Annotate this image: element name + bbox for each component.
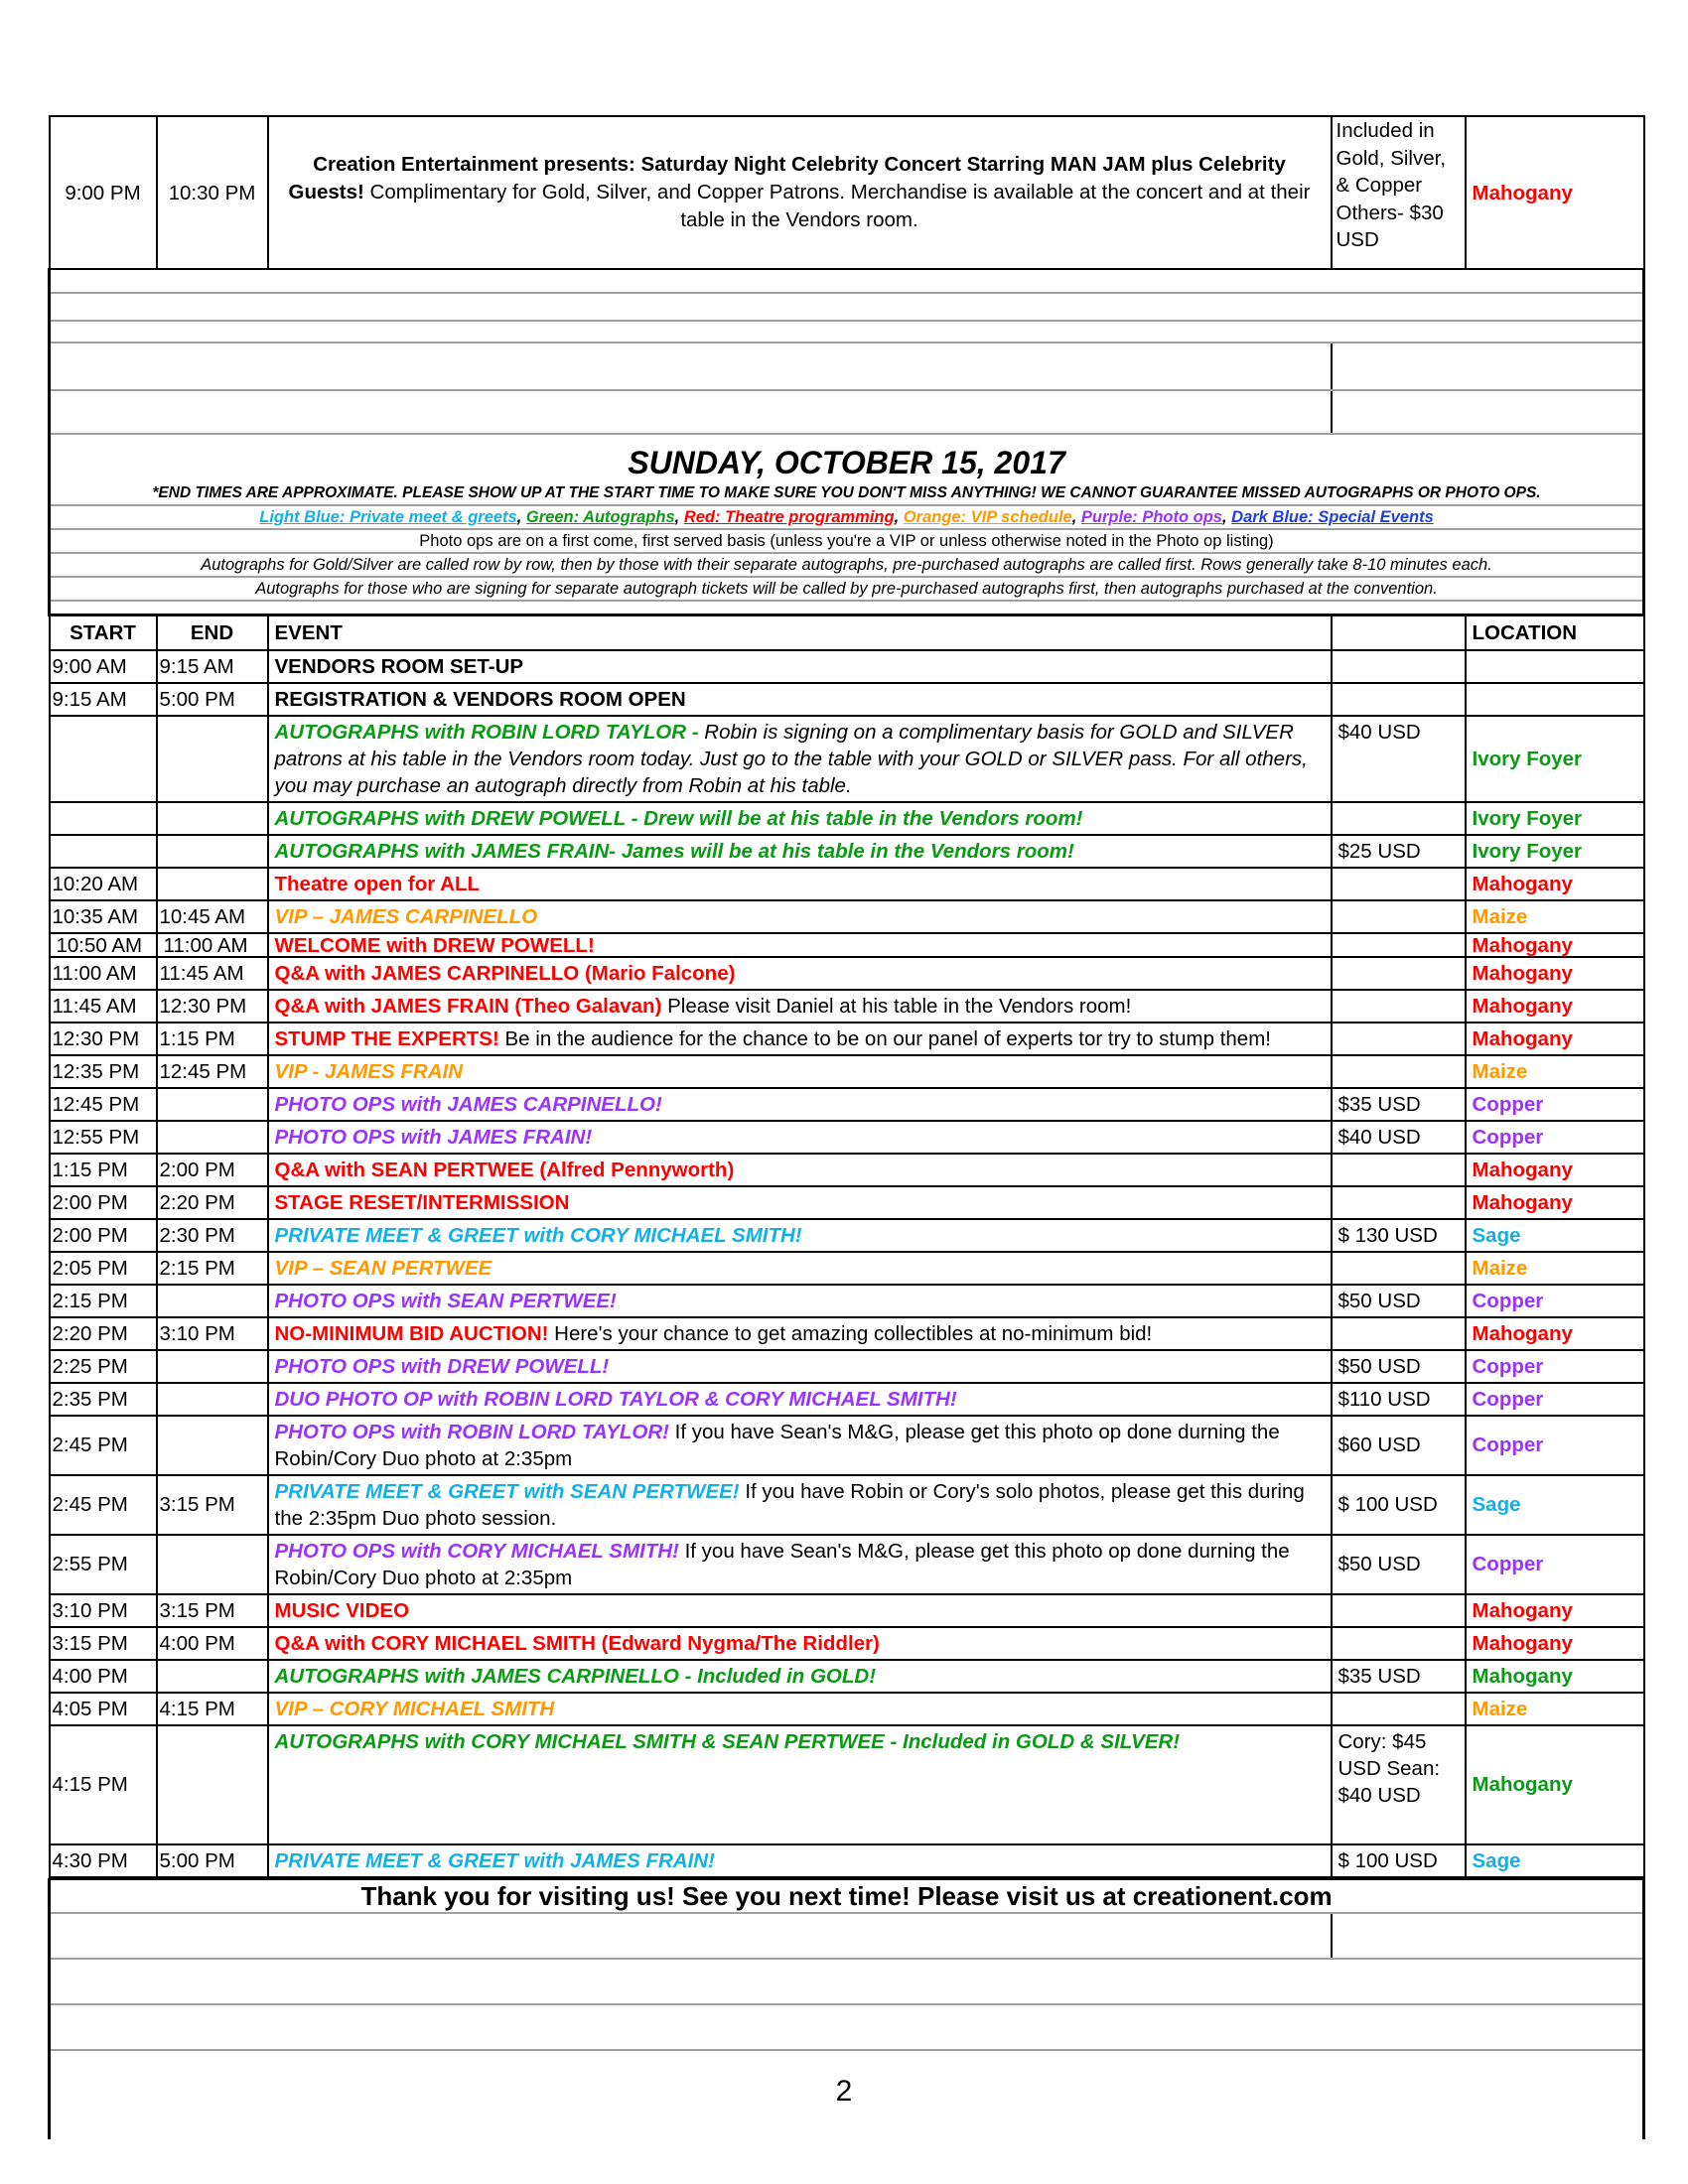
note-row xyxy=(50,529,1644,553)
row-end: 5:00 PM xyxy=(157,683,268,716)
row-end: 10:45 AM xyxy=(157,900,268,933)
row-location xyxy=(1466,683,1644,716)
row-price xyxy=(1332,1693,1466,1725)
row-event xyxy=(268,1055,1332,1088)
row-end: 11:00 AM xyxy=(157,933,268,957)
row-start: 2:45 PM xyxy=(50,1475,157,1535)
row-event-title: VIP – SEAN PERTWEE xyxy=(274,1256,492,1280)
gold-silver-note: Autographs for Gold/Silver are called row by row, then by those with their separate autographs, pre-purchased autographs are called first. Rows generally take 8-10 minutes each. xyxy=(50,553,1644,577)
spacer-row xyxy=(50,1959,1644,2004)
row-event-details: Please visit Daniel at his table in the Vendors room! xyxy=(661,994,1132,1018)
note-row xyxy=(50,505,1644,529)
row-price: $25 USD xyxy=(1332,835,1466,868)
row-event xyxy=(268,868,1332,900)
schedule-row xyxy=(50,716,1644,802)
row-end: 5:00 PM xyxy=(157,1844,268,1877)
row-price xyxy=(1332,1023,1466,1055)
row-end xyxy=(157,802,268,835)
row-event-title: Q&A with SEAN PERTWEE (Alfred Pennyworth) xyxy=(274,1158,735,1181)
row-start: 1:15 PM xyxy=(50,1154,157,1186)
row-location: Sage xyxy=(1466,1475,1644,1535)
spacer-row xyxy=(50,2004,1644,2050)
row-start: 10:20 AM xyxy=(50,868,157,900)
row-start: 12:35 PM xyxy=(50,1055,157,1088)
row-event-title: Q&A with CORY MICHAEL SMITH (Edward Nygma/The Riddler) xyxy=(274,1631,880,1655)
row-location: Mahogany xyxy=(1466,933,1644,957)
row-start: 3:10 PM xyxy=(50,1594,157,1627)
row-location: Copper xyxy=(1466,1416,1644,1475)
schedule-row xyxy=(50,802,1644,835)
row-start: 2:35 PM xyxy=(50,1383,157,1416)
row-start: 2:00 PM xyxy=(50,1186,157,1219)
row-event-title: PHOTO OPS with DREW POWELL! xyxy=(274,1354,610,1378)
row-event xyxy=(268,1416,1332,1475)
row-start: 4:00 PM xyxy=(50,1660,157,1693)
row-location: Mahogany xyxy=(1466,1725,1644,1844)
row-event-title: STUMP THE EXPERTS! xyxy=(274,1026,499,1050)
row-event-title: PRIVATE MEET & GREET with CORY MICHAEL SMITH! xyxy=(274,1223,802,1247)
row-end: 2:30 PM xyxy=(157,1219,268,1252)
row-event-details: If you have Sean's M&G, please get this photo op done durning the Robin/Cory Duo photo at 2:35pm xyxy=(274,1539,1290,1589)
row-start: 2:25 PM xyxy=(50,1350,157,1383)
row-start: 2:00 PM xyxy=(50,1219,157,1252)
concert-event-details: Complimentary for Gold, Silver, and Copper Patrons. Merchandise is available at the concert and at their table in the Vendors room. xyxy=(363,181,1311,231)
row-location: Ivory Foyer xyxy=(1466,802,1644,835)
row-start xyxy=(50,802,157,835)
row-end: 12:30 PM xyxy=(157,990,268,1023)
row-end xyxy=(157,1535,268,1594)
row-event-title: VIP – JAMES CARPINELLO xyxy=(274,904,538,928)
row-event xyxy=(268,1252,1332,1285)
row-location xyxy=(1466,650,1644,683)
row-event-details: Here's your chance to get amazing collectibles at no-minimum bid! xyxy=(548,1321,1153,1345)
row-event xyxy=(268,933,1332,957)
row-event xyxy=(268,1121,1332,1154)
schedule-row xyxy=(50,1121,1644,1154)
schedule-row xyxy=(50,1725,1644,1844)
row-price: $35 USD xyxy=(1332,1088,1466,1121)
row-event xyxy=(268,990,1332,1023)
note-row xyxy=(50,553,1644,577)
concert-end: 10:30 PM xyxy=(157,116,268,269)
row-location: Copper xyxy=(1466,1285,1644,1317)
row-event-title: NO-MINIMUM BID AUCTION! xyxy=(274,1321,549,1345)
row-price xyxy=(1332,650,1466,683)
row-location: Mahogany xyxy=(1466,1317,1644,1350)
row-location: Mahogany xyxy=(1466,957,1644,990)
color-legend xyxy=(50,505,1644,529)
row-price: $50 USD xyxy=(1332,1535,1466,1594)
row-start: 2:55 PM xyxy=(50,1535,157,1594)
row-start xyxy=(50,835,157,868)
schedule-row xyxy=(50,1693,1644,1725)
legend-item: Purple: Photo ops xyxy=(1080,508,1222,526)
legend-item: Red: Theatre programming xyxy=(683,508,895,526)
row-price xyxy=(1332,1154,1466,1186)
row-event xyxy=(268,957,1332,990)
row-price xyxy=(1332,957,1466,990)
row-event-title: REGISTRATION & VENDORS ROOM OPEN xyxy=(274,687,686,711)
row-start: 4:05 PM xyxy=(50,1693,157,1725)
row-end: 1:15 PM xyxy=(157,1023,268,1055)
row-end: 2:15 PM xyxy=(157,1252,268,1285)
row-event-details: If you have Sean's M&G, please get this photo op done durning the Robin/Cory Duo photo at 2:35pm xyxy=(274,1420,1280,1470)
row-event-title: PHOTO OPS with JAMES FRAIN! xyxy=(274,1125,593,1149)
row-location: Sage xyxy=(1466,1844,1644,1877)
row-location: Mahogany xyxy=(1466,1627,1644,1660)
row-event-title: Q&A with JAMES CARPINELLO (Mario Falcone) xyxy=(274,961,736,985)
row-price: $50 USD xyxy=(1332,1285,1466,1317)
row-location: Copper xyxy=(1466,1088,1644,1121)
schedule-row xyxy=(50,1285,1644,1317)
schedule-row xyxy=(50,900,1644,933)
row-event xyxy=(268,900,1332,933)
row-event xyxy=(268,650,1332,683)
schedule-row xyxy=(50,1594,1644,1627)
row-price xyxy=(1332,1317,1466,1350)
legend-item: Green: Autographs xyxy=(525,508,675,526)
schedule-row xyxy=(50,1055,1644,1088)
row-event xyxy=(268,1475,1332,1535)
row-start: 3:15 PM xyxy=(50,1627,157,1660)
row-location: Mahogany xyxy=(1466,1594,1644,1627)
spacer-row xyxy=(50,293,1644,321)
schedule-row xyxy=(50,1627,1644,1660)
row-end: 4:15 PM xyxy=(157,1693,268,1725)
row-location: Mahogany xyxy=(1466,1660,1644,1693)
row-event-title: AUTOGRAPHS with JAMES FRAIN- James will be at his table in the Vendors room! xyxy=(274,839,1074,863)
schedule-row xyxy=(50,650,1644,683)
row-location: Copper xyxy=(1466,1383,1644,1416)
separate-autographs-note: Autographs for those who are signing for separate autograph tickets will be called by pre-purchased autographs first, then autographs purchased at the convention. xyxy=(50,577,1644,601)
day-title-row xyxy=(50,434,1644,482)
row-start: 9:00 AM xyxy=(50,650,157,683)
row-event-details: If you have Robin or Cory's solo photos, please get this during the 2:35pm Duo photo session. xyxy=(274,1479,1305,1530)
row-event-title: Q&A with JAMES FRAIN (Theo Galavan) xyxy=(274,994,662,1018)
row-event xyxy=(268,835,1332,868)
row-event xyxy=(268,1660,1332,1693)
row-location: Copper xyxy=(1466,1350,1644,1383)
schedule-row xyxy=(50,1154,1644,1186)
row-price: $40 USD xyxy=(1332,1121,1466,1154)
photo-ops-note: Photo ops are on a first come, first served basis (unless you're a VIP or unless otherwise noted in the Photo op listing) xyxy=(50,529,1644,553)
row-location: Maize xyxy=(1466,900,1644,933)
row-price: $50 USD xyxy=(1332,1350,1466,1383)
schedule-row xyxy=(50,1535,1644,1594)
row-event xyxy=(268,1594,1332,1627)
row-start: 2:15 PM xyxy=(50,1285,157,1317)
schedule-row xyxy=(50,1088,1644,1121)
note-row xyxy=(50,482,1644,505)
row-event-title: AUTOGRAPHS with JAMES CARPINELLO - Included in GOLD! xyxy=(274,1664,877,1688)
row-event xyxy=(268,1186,1332,1219)
row-event xyxy=(268,1693,1332,1725)
schedule-row xyxy=(50,1186,1644,1219)
row-event-title: WELCOME with DREW POWELL! xyxy=(274,933,595,957)
schedule-row xyxy=(50,990,1644,1023)
schedule-row xyxy=(50,933,1644,957)
spacer-row xyxy=(50,321,1644,342)
row-end: 11:45 AM xyxy=(157,957,268,990)
concert-event xyxy=(268,116,1332,269)
schedule-row xyxy=(50,1219,1644,1252)
row-end xyxy=(157,1725,268,1844)
row-event-title: PRIVATE MEET & GREET with SEAN PERTWEE! xyxy=(274,1479,740,1503)
legend-item: Light Blue: Private meet & greets xyxy=(259,508,517,526)
row-price: $110 USD xyxy=(1332,1383,1466,1416)
row-location: Copper xyxy=(1466,1121,1644,1154)
row-price: $ 100 USD xyxy=(1332,1844,1466,1877)
row-price xyxy=(1332,868,1466,900)
row-event-title: VIP – CORY MICHAEL SMITH xyxy=(274,1697,555,1720)
spacer-row xyxy=(50,342,1644,390)
row-end: 3:15 PM xyxy=(157,1475,268,1535)
row-event xyxy=(268,1725,1332,1844)
schedule-row xyxy=(50,1383,1644,1416)
row-event-title: AUTOGRAPHS with DREW POWELL - Drew will be at his table in the Vendors room! xyxy=(274,806,1083,830)
row-end xyxy=(157,716,268,802)
row-event-title: DUO PHOTO OP with ROBIN LORD TAYLOR & CORY MICHAEL SMITH! xyxy=(274,1387,957,1411)
row-price: $40 USD xyxy=(1332,716,1466,802)
row-location: Maize xyxy=(1466,1693,1644,1725)
row-price xyxy=(1332,1186,1466,1219)
schedule-row xyxy=(50,957,1644,990)
row-event-details: Robin is signing on a complimentary basis for GOLD and SILVER patrons at his table in the Vendors room today. Just go to the table with your GOLD or SILVER pass. For all others, you may purchase an autograph directly from Robin at his table. xyxy=(274,720,1308,797)
row-end: 4:00 PM xyxy=(157,1627,268,1660)
concert-event-title: Creation Entertainment presents: Saturday Night Celebrity Concert Starring MAN JAM plus Celebrity Guests! xyxy=(288,153,1286,204)
row-location: Copper xyxy=(1466,1535,1644,1594)
row-location: Maize xyxy=(1466,1252,1644,1285)
row-event-title: PHOTO OPS with CORY MICHAEL SMITH! xyxy=(274,1539,679,1563)
row-event xyxy=(268,1844,1332,1877)
row-start: 12:55 PM xyxy=(50,1121,157,1154)
row-end: 3:10 PM xyxy=(157,1317,268,1350)
row-event-title: AUTOGRAPHS with CORY MICHAEL SMITH & SEAN PERTWEE - Included in GOLD & SILVER! xyxy=(274,1729,1181,1753)
row-event xyxy=(268,1627,1332,1660)
row-event xyxy=(268,1285,1332,1317)
row-start: 9:15 AM xyxy=(50,683,157,716)
row-price xyxy=(1332,802,1466,835)
row-location: Mahogany xyxy=(1466,990,1644,1023)
spacer-row xyxy=(50,601,1644,614)
row-price: Cory: $45 USD Sean: $40 USD xyxy=(1332,1725,1466,1844)
row-event xyxy=(268,1219,1332,1252)
row-price xyxy=(1332,1055,1466,1088)
row-start: 2:45 PM xyxy=(50,1416,157,1475)
row-event-details: Be in the audience for the chance to be on our panel of experts tor try to stump them! xyxy=(498,1026,1271,1050)
header-location: LOCATION xyxy=(1466,614,1644,650)
header-start: START xyxy=(50,614,157,650)
row-end: 2:00 PM xyxy=(157,1154,268,1186)
end-times-note: *END TIMES ARE APPROXIMATE. PLEASE SHOW UP AT THE START TIME TO MAKE SURE YOU DON'T MISS ANYTHING! WE CANNOT GUARANTEE MISSED AUTOGRAPHS OR PHOTO OPS. xyxy=(50,482,1644,505)
row-end xyxy=(157,1416,268,1475)
row-start: 12:30 PM xyxy=(50,1023,157,1055)
legend-item: , xyxy=(1221,508,1232,526)
row-event-title: PHOTO OPS with ROBIN LORD TAYLOR! xyxy=(274,1420,669,1443)
spacer-row xyxy=(50,390,1644,434)
schedule-sheet xyxy=(48,115,1642,2139)
row-event-title: PRIVATE MEET & GREET with JAMES FRAIN! xyxy=(274,1848,715,1872)
row-end xyxy=(157,1088,268,1121)
schedule-row xyxy=(50,1660,1644,1693)
schedule-row xyxy=(50,835,1644,868)
row-end xyxy=(157,1660,268,1693)
row-end: 12:45 PM xyxy=(157,1055,268,1088)
row-location: Maize xyxy=(1466,1055,1644,1088)
row-location: Ivory Foyer xyxy=(1466,716,1644,802)
row-event-title: PHOTO OPS with SEAN PERTWEE! xyxy=(274,1289,617,1312)
row-start: 2:20 PM xyxy=(50,1317,157,1350)
legend-item: , xyxy=(1071,508,1081,526)
row-price xyxy=(1332,933,1466,957)
row-price: $ 130 USD xyxy=(1332,1219,1466,1252)
row-end xyxy=(157,835,268,868)
row-start: 4:15 PM xyxy=(50,1725,157,1844)
row-start: 11:00 AM xyxy=(50,957,157,990)
row-event xyxy=(268,1350,1332,1383)
row-end xyxy=(157,1350,268,1383)
schedule-row xyxy=(50,1416,1644,1475)
row-price xyxy=(1332,1627,1466,1660)
row-price xyxy=(1332,1594,1466,1627)
row-price: $ 100 USD xyxy=(1332,1475,1466,1535)
legend-item: , xyxy=(894,508,904,526)
row-price xyxy=(1332,900,1466,933)
row-start: 4:30 PM xyxy=(50,1844,157,1877)
row-start xyxy=(50,716,157,802)
header-price xyxy=(1332,614,1466,650)
spacer-row xyxy=(50,1913,1644,1959)
concert-start: 9:00 PM xyxy=(50,116,157,269)
row-event xyxy=(268,1383,1332,1416)
thanks-message: Thank you for visiting us! See you next time! Please visit us at creationent.com xyxy=(50,1879,1644,1913)
row-price xyxy=(1332,683,1466,716)
row-price xyxy=(1332,1252,1466,1285)
row-end xyxy=(157,868,268,900)
row-event xyxy=(268,1154,1332,1186)
row-event-title: Theatre open for ALL xyxy=(274,872,481,895)
row-end xyxy=(157,1121,268,1154)
legend-item: , xyxy=(516,508,526,526)
row-event xyxy=(268,802,1332,835)
page-number: 2 xyxy=(835,2075,853,2108)
row-event-title: STAGE RESET/INTERMISSION xyxy=(274,1190,570,1214)
row-location: Mahogany xyxy=(1466,1154,1644,1186)
row-event xyxy=(268,1023,1332,1055)
day-title: SUNDAY, OCTOBER 15, 2017 xyxy=(50,434,1644,482)
schedule-row xyxy=(50,1350,1644,1383)
row-event-title: AUTOGRAPHS with ROBIN LORD TAYLOR - xyxy=(274,720,705,744)
row-start: 2:05 PM xyxy=(50,1252,157,1285)
row-start: 10:50 AM xyxy=(50,933,157,957)
schedule-row xyxy=(50,1317,1644,1350)
row-event-title: VENDORS ROOM SET-UP xyxy=(274,654,524,678)
row-event xyxy=(268,1088,1332,1121)
schedule-row xyxy=(50,683,1644,716)
spacer-row xyxy=(50,269,1644,293)
row-event-title: MUSIC VIDEO xyxy=(274,1598,410,1622)
row-event xyxy=(268,716,1332,802)
row-start: 10:35 AM xyxy=(50,900,157,933)
concert-row xyxy=(50,116,1644,269)
row-location: Ivory Foyer xyxy=(1466,835,1644,868)
schedule-table xyxy=(48,115,1645,1878)
legend-item: Orange: VIP schedule xyxy=(903,508,1072,526)
schedule-row xyxy=(50,1844,1644,1877)
concert-price: Included in Gold, Silver, & Copper Others- $30 USD xyxy=(1336,119,1447,251)
row-price xyxy=(1332,990,1466,1023)
schedule-row xyxy=(50,1023,1644,1055)
row-location: Mahogany xyxy=(1466,868,1644,900)
row-end xyxy=(157,1383,268,1416)
row-location: Mahogany xyxy=(1466,1186,1644,1219)
row-event-title: VIP - JAMES FRAIN xyxy=(274,1059,463,1083)
row-end xyxy=(157,1285,268,1317)
thanks-row xyxy=(50,1879,1644,1913)
schedule-row xyxy=(50,1475,1644,1535)
legend-item: , xyxy=(674,508,684,526)
header-event: EVENT xyxy=(268,614,1332,650)
row-event xyxy=(268,1535,1332,1594)
row-end: 9:15 AM xyxy=(157,650,268,683)
row-location: Sage xyxy=(1466,1219,1644,1252)
row-event xyxy=(268,1317,1332,1350)
row-price: $35 USD xyxy=(1332,1660,1466,1693)
legend-item: Dark Blue: Special Events xyxy=(1231,508,1434,526)
row-event xyxy=(268,683,1332,716)
schedule-row xyxy=(50,1252,1644,1285)
header-row xyxy=(50,614,1644,650)
row-event-title: PHOTO OPS with JAMES CARPINELLO! xyxy=(274,1092,662,1116)
header-end: END xyxy=(157,614,268,650)
concert-location: Mahogany xyxy=(1466,116,1644,269)
row-location: Mahogany xyxy=(1466,1023,1644,1055)
row-end: 2:20 PM xyxy=(157,1186,268,1219)
row-end: 3:15 PM xyxy=(157,1594,268,1627)
row-start: 12:45 PM xyxy=(50,1088,157,1121)
schedule-row xyxy=(50,868,1644,900)
note-row xyxy=(50,577,1644,601)
row-start: 11:45 AM xyxy=(50,990,157,1023)
row-price: $60 USD xyxy=(1332,1416,1466,1475)
